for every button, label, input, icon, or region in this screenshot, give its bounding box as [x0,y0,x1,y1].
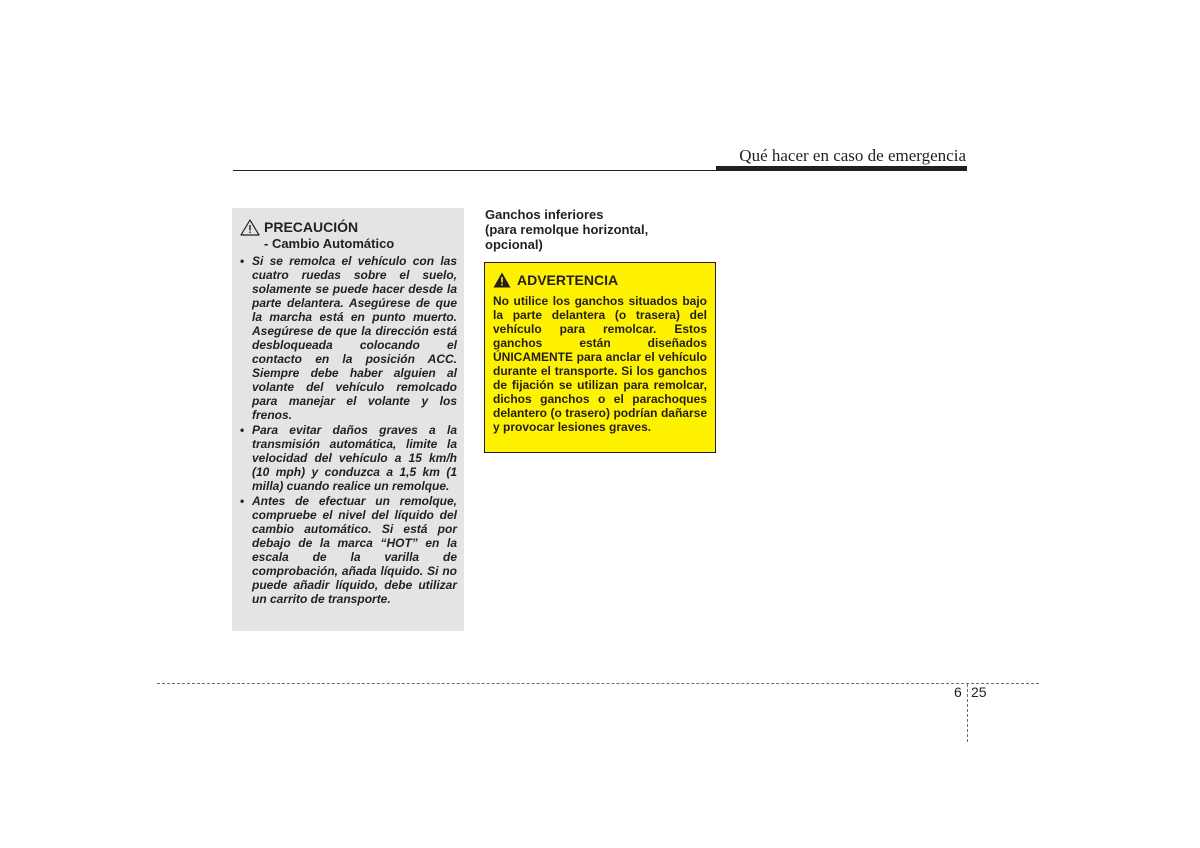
hooks-heading-line: opcional) [485,237,543,252]
caution-item [239,254,457,422]
caution-item [239,423,457,493]
caution-subtitle: - Cambio Automático [264,236,395,251]
warning-box [484,262,716,453]
bullet: • [240,494,245,508]
caution-title: PRECAUCIÓN [264,219,359,235]
bullet: • [240,254,245,268]
warning-triangle-filled-icon [493,272,511,288]
caution-list [239,254,457,606]
header-rule-accent [716,166,967,171]
caution-item-text: Si se remolca el vehículo con las cuatro ruedas sobre el suelo, solamente se puede hacer desde la parte delantera. Asegúrese de que la marcha está en punto muerto. Asegúrese de que la dirección está desbloqueada colocando el contacto en la posición ACC. Siempre debe haber alguien al volante del vehículo remolcado para manejar el volante y los frenos. [252,254,457,422]
caution-item-text: Para evitar daños graves a la transmisión automática, limite la velocidad del vehículo a 15 km/h (10 mph) y conduzca a 1,5 km (1 milla) cuando realice un remolque. [252,423,457,493]
caution-box [232,208,464,631]
bullet: • [240,423,245,437]
chapter-number: 6 [954,684,962,700]
section-title: Qué hacer en caso de emergencia [739,146,966,165]
caution-item-text: Antes de efectuar un remolque, compruebe el nivel del líquido del cambio automático. Si está por debajo de la marca “HOT” en la escala de la varilla de comprobación, añada líquido. Si no puede añadir líquido, debe utilizar un carrito de transporte. [252,494,457,606]
footer-divider [967,684,968,742]
caution-item [239,494,457,606]
hooks-heading-line: Ganchos inferiores [485,207,604,222]
footer-rule [157,683,1039,684]
hooks-heading [485,207,715,252]
warning-text: No utilice los ganchos situados bajo la parte delantera (o trasera) del vehículo para remolcar. Estos ganchos están diseñados ÚNICAMENTE para anclar el vehículo durante el transporte. Si los ganchos de fijación se utilizan para remolcar, dichos ganchos o el parachoques delantero (o trasero) podrían dañarse y provocar lesiones graves. [493,294,707,434]
warning-title: ADVERTENCIA [517,272,619,288]
page-number: 25 [971,684,987,700]
hooks-heading-line: (para remolque horizontal, [485,222,649,237]
warning-header [493,271,707,290]
warning-triangle-outline-icon [240,219,260,236]
caution-header [239,219,457,236]
